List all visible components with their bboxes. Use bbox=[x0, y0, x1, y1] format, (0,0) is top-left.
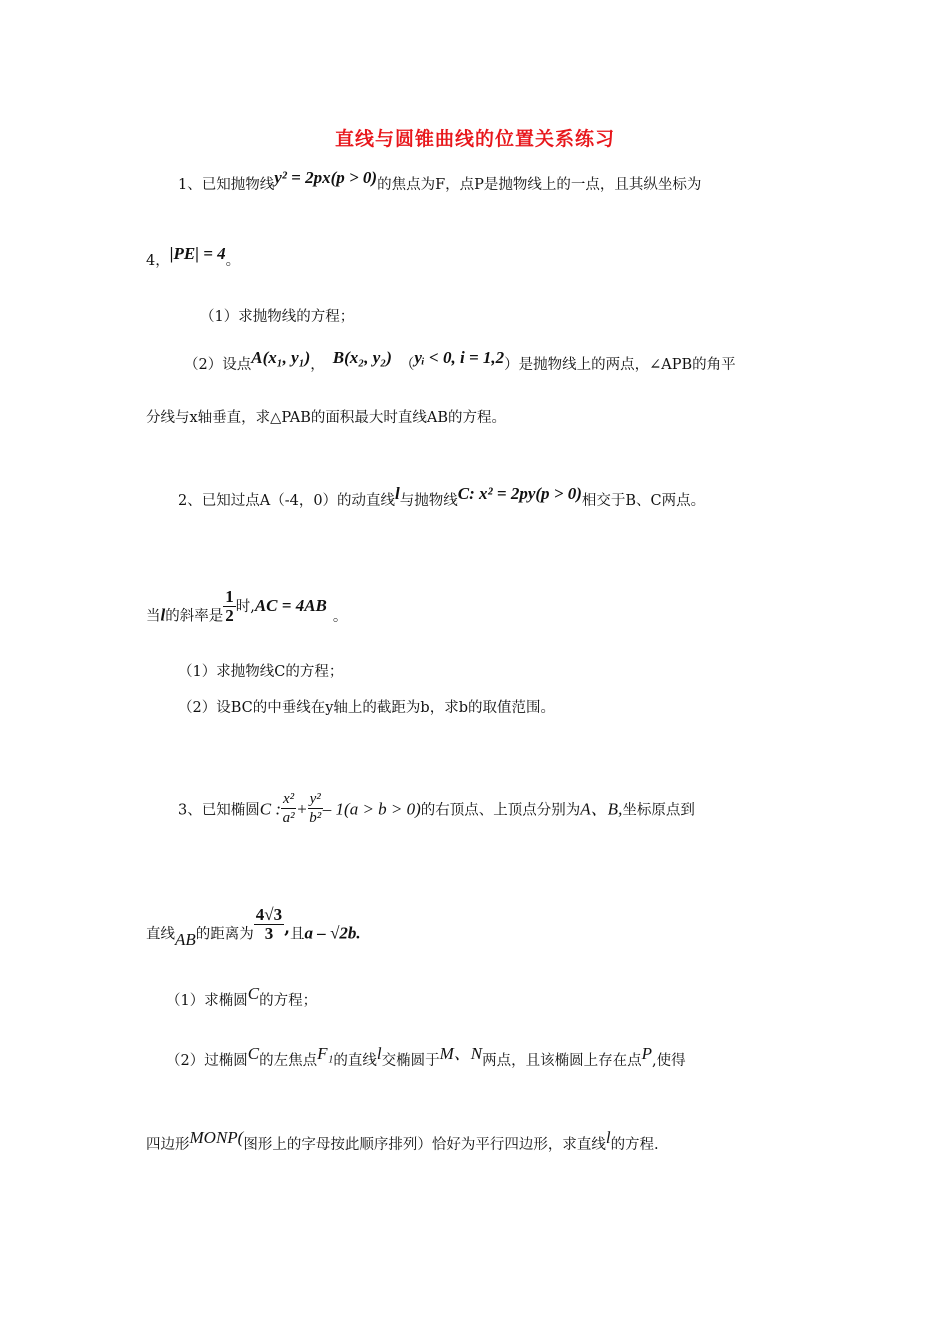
q3-part-2-text-5: ,使得 bbox=[652, 1053, 686, 1069]
q1-ordinate: 4， bbox=[146, 253, 170, 269]
q3-y-numerator: y² bbox=[309, 791, 321, 807]
q1-part-2-intro: （2）设点 bbox=[184, 357, 252, 373]
q3-part-2-text-2: 的直线 bbox=[333, 1053, 377, 1069]
q3-line-l-2: l bbox=[605, 1128, 611, 1147]
q1-part-2-text: 是抛物线上的两点，∠APB的角平 bbox=[518, 357, 736, 373]
q2-intro: 2、已知过点A（-4，0）的动直线 bbox=[178, 493, 396, 509]
q3-line-ab: AB bbox=[175, 929, 196, 949]
q1-right-paren: ） bbox=[504, 357, 519, 373]
q3-text-1: 的右顶点、上顶点分别为 bbox=[420, 802, 581, 819]
q3-part-2-text-4: 两点，且该椭圆上存在点 bbox=[482, 1053, 642, 1069]
q2-parabola-formula: C: x² = 2py(p > 0) bbox=[457, 484, 582, 503]
q2-line-2 bbox=[146, 587, 348, 635]
q3-point-p: P bbox=[641, 1044, 652, 1063]
q3-ellipse-name: C : bbox=[259, 799, 281, 819]
q2-fraction-numerator: 1 bbox=[225, 587, 234, 606]
q3-part-1 bbox=[166, 984, 318, 1011]
q1-condition-formula: yᵢ < 0, i = 1,2 bbox=[414, 348, 505, 367]
q3-part-2-intro: （2）过椭圆 bbox=[166, 1053, 248, 1069]
q3-distance-numerator: 4√3 bbox=[255, 905, 283, 924]
q3-part-2-text-6: 图形上的字母按此顺序排列）恰好为平行四边形，求直线 bbox=[243, 1137, 606, 1153]
q3-part-2-text-1: 的左焦点 bbox=[259, 1053, 318, 1069]
q3-quadrilateral-formula: MONP( bbox=[189, 1128, 244, 1147]
q3-part-2-line-2 bbox=[146, 1128, 659, 1155]
q2-text-1: 与抛物线 bbox=[399, 493, 458, 509]
q1-part-2-line-2: 分线与x轴垂直，求△PAB的面积最大时直线AB的方程。 bbox=[146, 410, 507, 426]
q1-comma: ， bbox=[310, 357, 325, 373]
q1-period: 。 bbox=[225, 253, 241, 269]
q3-ellipse-c-2: C bbox=[247, 1044, 260, 1063]
q1-point-a-formula: A(x₁, y₁) bbox=[251, 348, 311, 367]
q3-line-2 bbox=[146, 905, 361, 953]
q1-parabola-formula: y² = 2px(p > 0) bbox=[274, 168, 378, 187]
q2-part-2: （2）设BC的中垂线在y轴上的截距为b，求b的取值范围。 bbox=[178, 700, 555, 716]
q3-and: 且 bbox=[290, 926, 305, 943]
q3-focus-f1: F₁ bbox=[317, 1044, 334, 1063]
q3-part-2-text-3: 交椭圆于 bbox=[381, 1053, 440, 1069]
q2-when: 当 bbox=[146, 608, 161, 625]
q3-distance-denominator: 3 bbox=[264, 924, 274, 943]
q2-line-symbol: l bbox=[395, 484, 400, 503]
q3-relation-formula: a – √2b. bbox=[304, 923, 361, 943]
q1-part-1: （1）求抛物线的方程； bbox=[200, 309, 355, 325]
q3-line-1 bbox=[178, 792, 695, 829]
q1-text: 的焦点为F，点P是抛物线上的一点，且其纵坐标为 bbox=[377, 177, 702, 193]
q3-comma: , bbox=[284, 917, 291, 938]
q3-x-numerator: x² bbox=[282, 791, 295, 807]
q3-part-2-line-1 bbox=[166, 1044, 686, 1071]
q2-vector-formula: AC = 4AB bbox=[254, 595, 327, 615]
q2-time-text: 时, bbox=[235, 598, 255, 615]
q3-line-l: l bbox=[376, 1044, 382, 1063]
q2-slope-text: 的斜率是 bbox=[165, 608, 224, 625]
page-title: 直线与圆锥曲线的位置关系练习 bbox=[334, 128, 615, 150]
q3-intro: 3、已知椭圆 bbox=[178, 802, 260, 819]
q3-points-mn: M、N bbox=[439, 1044, 483, 1063]
q2-line-1 bbox=[178, 484, 706, 511]
q3-y-denominator: b² bbox=[309, 810, 322, 826]
q1-distance-formula: |PE| = 4 bbox=[169, 244, 226, 263]
q3-part-1-text: 的方程； bbox=[259, 993, 318, 1009]
q1-intro: 1、已知抛物线 bbox=[178, 177, 275, 193]
q3-x-denominator: a² bbox=[282, 810, 295, 826]
q3-y-fraction bbox=[308, 790, 323, 827]
q2-period: 。 bbox=[332, 608, 348, 625]
q3-distance-fraction bbox=[254, 906, 284, 943]
q3-x-fraction bbox=[281, 790, 296, 827]
q3-plus: + bbox=[296, 799, 308, 819]
q3-distance-text: 的距离为 bbox=[195, 926, 254, 943]
q1-part-2-line-1 bbox=[184, 348, 736, 375]
q3-ellipse-c: C bbox=[247, 984, 260, 1003]
q3-part-1-intro: （1）求椭圆 bbox=[166, 993, 248, 1009]
q3-part-2-text-7: 的方程. bbox=[610, 1137, 659, 1153]
q3-vertices: A、B, bbox=[580, 799, 623, 819]
q2-line-symbol-2: l bbox=[160, 605, 166, 625]
q1-line-1 bbox=[178, 168, 702, 195]
q3-text-2: 坐标原点到 bbox=[622, 802, 695, 819]
q1-line-2 bbox=[146, 244, 241, 271]
q3-quadrilateral-text: 四边形 bbox=[146, 1137, 190, 1153]
q3-line-word: 直线 bbox=[146, 926, 175, 943]
q1-left-paren: （ bbox=[399, 357, 415, 373]
q2-fraction-denominator: 2 bbox=[225, 606, 234, 625]
q3-ellipse-condition: – 1(a > b > 0) bbox=[322, 799, 421, 819]
q2-part-1: （1）求抛物线C的方程； bbox=[178, 664, 344, 680]
q2-text-2: 相交于B、C两点。 bbox=[581, 493, 706, 509]
q1-point-b-formula: B(x₂, y₂) bbox=[332, 348, 392, 367]
q2-slope-fraction bbox=[223, 588, 236, 625]
